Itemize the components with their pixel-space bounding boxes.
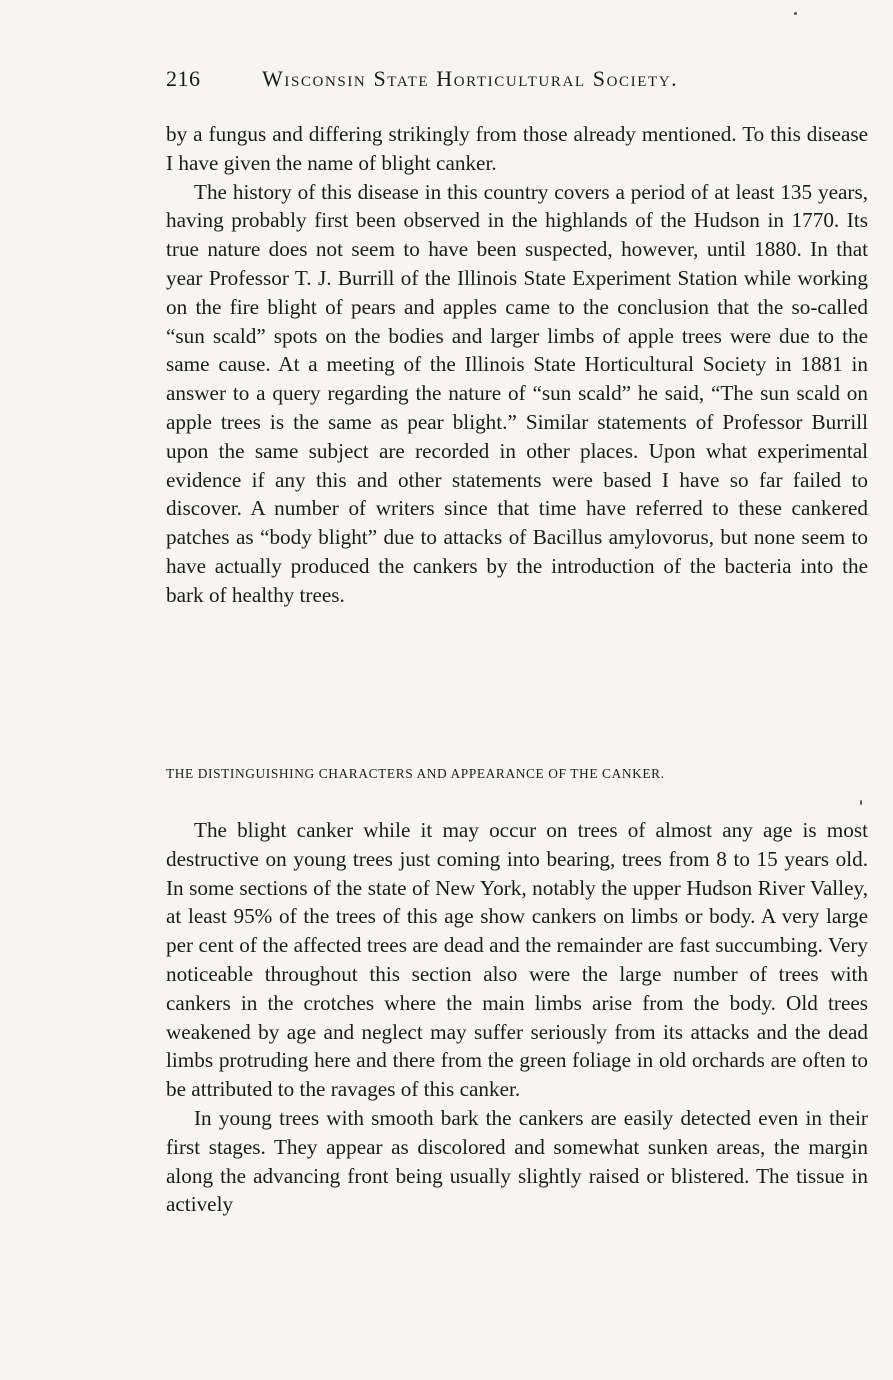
- paragraph-description: The blight canker while it may occur on trees of almost any age is most destructive on young trees just coming into bearing, trees from 8 to 15 years old. In some sections of the state of New York, notably the upper Hudson River Valley, at least 95% of the trees of this age show cankers on limbs or body. A very large per cent of the affected trees are dead and the remainder are fast succumbing. Very noticeable throughout this section also were the large number of trees with cankers in the crotches where the main limbs arise from the body. Old trees weakened by age and neglect may suffer seriously from its attacks and the dead limbs protruding here and there from the green foliage in old orchards are often to be attributed to the ravages of this canker.: [166, 818, 868, 1102]
- page-number: 216: [166, 66, 201, 91]
- print-speck: [794, 12, 797, 15]
- running-title: Wisconsin State Horticultural Society.: [262, 66, 679, 91]
- body-text-top: [166, 120, 868, 610]
- paragraph-young-trees: In young trees with smooth bark the cankers are easily detected even in their first stages. They appear as discolored and somewhat sunken areas, the margin along the advancing front being usually slightly raised or blistered. The tissue in actively: [166, 1105, 868, 1217]
- section-heading: THE DISTINGUISHING CHARACTERS AND APPEARANCE OF THE CANKER.: [166, 766, 665, 781]
- body-text-bottom: [166, 816, 868, 1219]
- print-speck: [860, 800, 862, 805]
- page-header: [166, 66, 866, 102]
- paragraph-continuation: by a fungus and differing strikingly from those already mentioned. To this disease I have given the name of blight canker.: [166, 122, 868, 175]
- paragraph-history: The history of this disease in this country covers a period of at least 135 years, having probably first been observed in the highlands of the Hudson in 1770. Its true nature does not seem to have been suspected, however, until 1880. In that year Professor T. J. Burrill of the Illinois State Experiment Station while working on the fire blight of pears and apples came to the conclusion that the so-called “sun scald” spots on the bodies and larger limbs of apple trees were due to the same cause. At a meeting of the Illinois State Horticultural Society in 1881 in answer to a query regarding the nature of “sun scald” he said, “The sun scald on apple trees is the same as pear blight.” Similar statements of Professor Burrill upon the same subject are recorded in other places. Upon what experimental evidence if any this and other statements were based I have so far failed to discover. A number of writers since that time have referred to these cankered patches as “body blight” due to attacks of Bacillus amylovorus, but none seem to have actually produced the cankers by the introduction of the bacteria into the bark of healthy trees.: [166, 179, 868, 607]
